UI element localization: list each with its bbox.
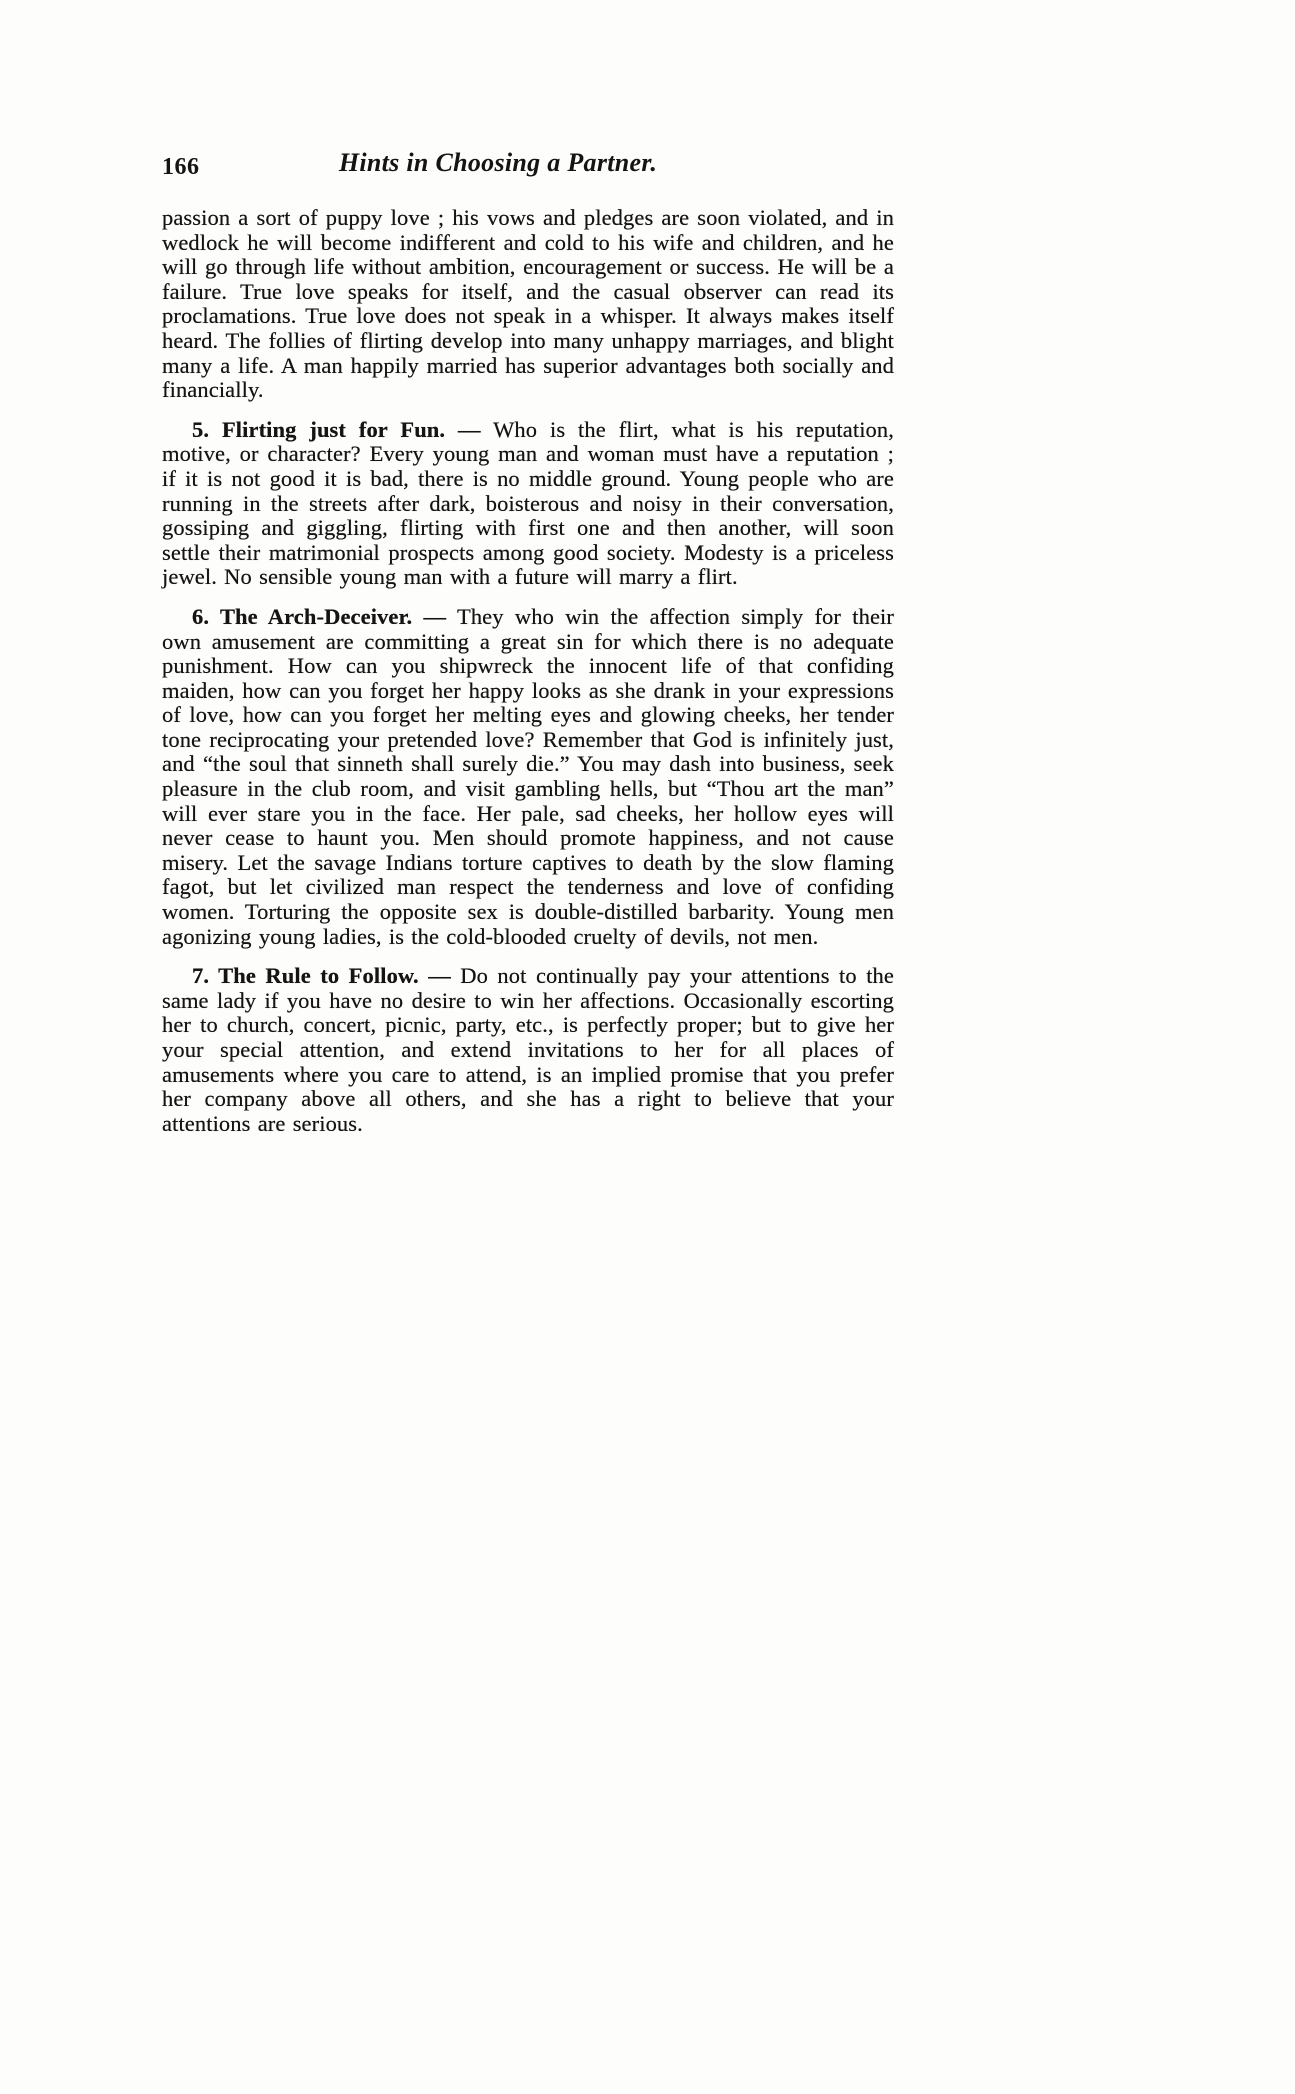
paragraph-text: They who win the affection simply for their own amusement are committing a great sin for which there is no adequate punishment. How can you shipwreck the innocent life of that confiding maiden, how can you forget her happy looks as she drank in your expressions of love, how can you forget her melting eyes and glowing cheeks, her tender tone reciprocating your pretended love? Remember that God is infinitely just, and “the soul that sinneth shall surely die.” You may dash into business, seek pleasure in the club room, and visit gambling hells, but “Thou art the man” will ever stare you in the face. Her pale, sad cheeks, her hollow eyes will never cease to haunt you. Men should promote happiness, and not cause misery. Let the savage Indians torture captives to death by the slow flaming fagot, but let civilized man respect the tenderness and love of confiding women. Torturing the opposite sex is double-distilled barbarity. Young men agonizing young ladies, is the cold-blooded cruelty of devils, not men. (162, 603, 894, 949)
section-heading: 7. The Rule to Follow. — (192, 963, 451, 989)
section-heading: 6. The Arch-Deceiver. — (192, 603, 447, 629)
text-block (162, 148, 894, 1136)
paragraph-section-7 (162, 964, 894, 1136)
page-number: 166 (162, 154, 200, 180)
paragraph-text: Do not continually pay your attentions to the same lady if you have no desire to win her affections. Occasionally escorting her to church, concert, picnic, party, etc., is perfectly proper; but to give her your special attention, and extend invitations to her for all places of amusements where you care to attend, is an implied promise that you prefer her company above all others, and she has a right to believe that your attentions are serious. (162, 963, 894, 1136)
paragraph-text: passion a sort of puppy love ; his vows and pledges are soon violated, and in wedlock he will become indifferent and cold to his wife and children, and he will go through life without ambition, encouragement or success. He will be a failure. True love speaks for itself, and the casual observer can read its proclamations. True love does not speak in a whisper. It always makes itself heard. The follies of flirting develop into many unhappy marriages, and blight many a life. A man happily married has superior advantages both socially and financially. (162, 205, 894, 403)
paragraph-continuation (162, 206, 894, 403)
paragraph-section-6 (162, 605, 894, 949)
page-body (162, 206, 894, 1136)
paragraph-text: Who is the flirt, what is his reputation, motive, or character? Every young man and woman must have a reputation ; if it is not good it is bad, there is no middle ground. Young people who are running in the streets after dark, boisterous and noisy in their conversation, gossiping and giggling, flirting with first one and then another, will soon settle their matrimonial prospects among good society. Modesty is a priceless jewel. No sensible young man with a future will marry a flirt. (162, 416, 894, 590)
running-title: Hints in Choosing a Partner. (338, 148, 658, 177)
page-header (162, 148, 894, 192)
section-heading: 5. Flirting just for Fun. — (192, 416, 481, 442)
paragraph-section-5 (162, 418, 894, 590)
